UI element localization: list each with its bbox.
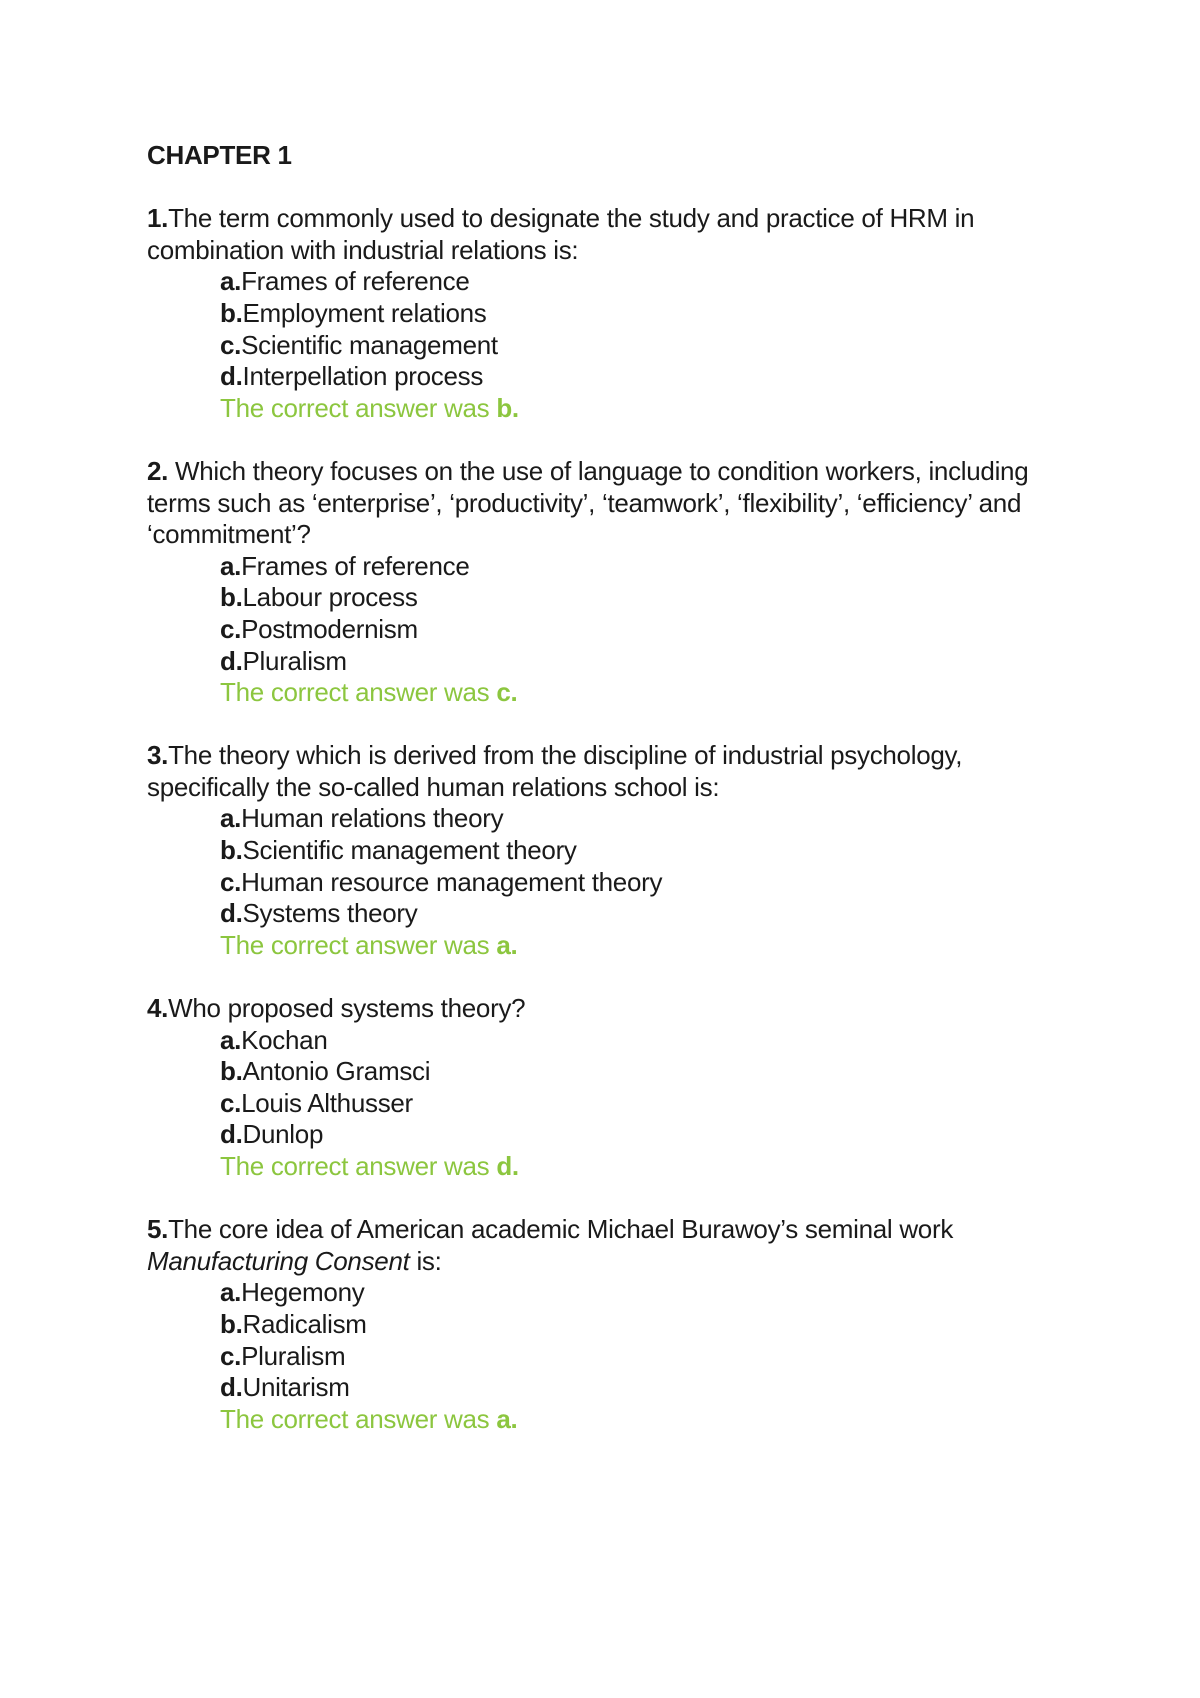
answer-letter: b. <box>496 392 519 423</box>
option-letter: b. <box>220 297 243 328</box>
answer-prefix: The correct answer was <box>220 1151 497 1181</box>
option-text: Labour process <box>242 582 418 613</box>
answer-prefix: The correct answer was <box>220 929 497 960</box>
question-body: Who proposed systems theory? <box>168 993 526 1024</box>
option-letter: a. <box>220 803 242 834</box>
option-text: Frames of reference <box>241 266 470 297</box>
book-title: Manufacturing Consent <box>147 1245 410 1276</box>
answer-letter: a. <box>496 1403 518 1434</box>
question-text <box>147 456 1077 551</box>
option-a <box>147 1277 1077 1309</box>
option-d <box>147 1119 1077 1151</box>
option-letter: c. <box>220 1087 242 1118</box>
option-letter: c. <box>220 866 242 897</box>
option-b <box>147 1056 1077 1088</box>
option-text: Human resource management theory <box>241 866 663 897</box>
option-text: Louis Althusser <box>241 1087 413 1118</box>
option-letter: c. <box>220 329 242 360</box>
option-letter: d. <box>220 645 243 676</box>
option-text: Kochan <box>241 1024 328 1055</box>
option-letter: b. <box>220 835 243 866</box>
correct-answer <box>147 930 1077 962</box>
answer-letter: d. <box>496 1151 519 1181</box>
question-text <box>147 1214 1077 1277</box>
document-page <box>147 140 1077 1467</box>
chapter-title: CHAPTER 1 <box>147 140 292 170</box>
question-5 <box>147 1214 1077 1435</box>
question-text <box>147 993 1077 1025</box>
option-text: Antonio Gramsci <box>242 1056 431 1087</box>
option-text: Scientific management <box>241 329 498 360</box>
option-b <box>147 1309 1077 1341</box>
question-3 <box>147 740 1077 961</box>
option-letter: b. <box>220 582 243 613</box>
option-c <box>147 1088 1077 1120</box>
question-number: 5. <box>147 1214 169 1245</box>
option-text: Employment relations <box>242 297 487 328</box>
correct-answer <box>147 1404 1077 1436</box>
option-d <box>147 646 1077 678</box>
option-c <box>147 330 1077 362</box>
option-letter: a. <box>220 1024 242 1055</box>
question-2 <box>147 456 1077 709</box>
option-b <box>147 835 1077 867</box>
question-text <box>147 203 1077 266</box>
option-a <box>147 266 1077 298</box>
question-number: 3. <box>147 740 169 771</box>
option-text: Postmodernism <box>241 613 418 644</box>
option-c <box>147 614 1077 646</box>
option-b <box>147 298 1077 330</box>
option-letter: b. <box>220 1308 243 1339</box>
option-a <box>147 1025 1077 1057</box>
option-c <box>147 1341 1077 1373</box>
option-a <box>147 803 1077 835</box>
option-d <box>147 1372 1077 1404</box>
option-text: Hegemony <box>241 1277 365 1308</box>
answer-prefix: The correct answer was <box>220 1403 497 1434</box>
answer-letter: c. <box>496 677 518 708</box>
option-text: Unitarism <box>242 1372 350 1403</box>
option-d <box>147 898 1077 930</box>
question-4 <box>147 993 1077 1183</box>
question-body: The term commonly used to designate the study and practice of HRM in combination with industrial relations is: <box>147 203 975 265</box>
question-number: 2. <box>147 455 169 486</box>
option-letter: a. <box>220 550 242 581</box>
option-letter: d. <box>220 898 243 929</box>
question-text <box>147 740 1077 803</box>
option-text: Scientific management theory <box>242 835 577 866</box>
question-body: Which theory focuses on the use of language to condition workers, including terms such as ‘enterprise’, ‘productivity’, ‘teamwork’, ‘flexibility’, ‘efficiency’ and ‘commitment’? <box>147 455 1029 550</box>
option-c <box>147 867 1077 899</box>
question-number: 1. <box>147 203 169 234</box>
option-letter: d. <box>220 361 243 392</box>
option-letter: c. <box>220 1340 242 1371</box>
option-text: Dunlop <box>242 1119 324 1150</box>
option-text: Frames of reference <box>241 550 470 581</box>
option-text: Human relations theory <box>241 803 504 834</box>
option-d <box>147 361 1077 393</box>
correct-answer <box>147 393 1077 425</box>
option-b <box>147 582 1077 614</box>
question-body: The theory which is derived from the discipline of industrial psychology, specifically the so-called human relations school is: <box>147 740 963 802</box>
option-letter: b. <box>220 1056 243 1087</box>
option-text: Systems theory <box>242 898 418 929</box>
correct-answer <box>147 677 1077 709</box>
question-1 <box>147 203 1077 424</box>
option-letter: d. <box>220 1119 243 1150</box>
option-letter: c. <box>220 613 242 644</box>
option-letter: a. <box>220 266 242 297</box>
option-a <box>147 551 1077 583</box>
question-number: 4. <box>147 993 169 1024</box>
answer-prefix: The correct answer was <box>220 392 497 423</box>
option-letter: a. <box>220 1277 242 1308</box>
question-body-end: is: <box>409 1245 442 1276</box>
option-text: Pluralism <box>242 645 347 676</box>
option-letter: d. <box>220 1372 243 1403</box>
answer-prefix: The correct answer was <box>220 677 497 708</box>
correct-answer <box>147 1151 1077 1183</box>
question-body: The core idea of American academic Michael Burawoy’s seminal work <box>168 1214 954 1245</box>
option-text: Radicalism <box>242 1308 367 1339</box>
option-text: Pluralism <box>241 1340 346 1371</box>
option-text: Interpellation process <box>242 361 484 392</box>
answer-letter: a. <box>496 929 518 960</box>
